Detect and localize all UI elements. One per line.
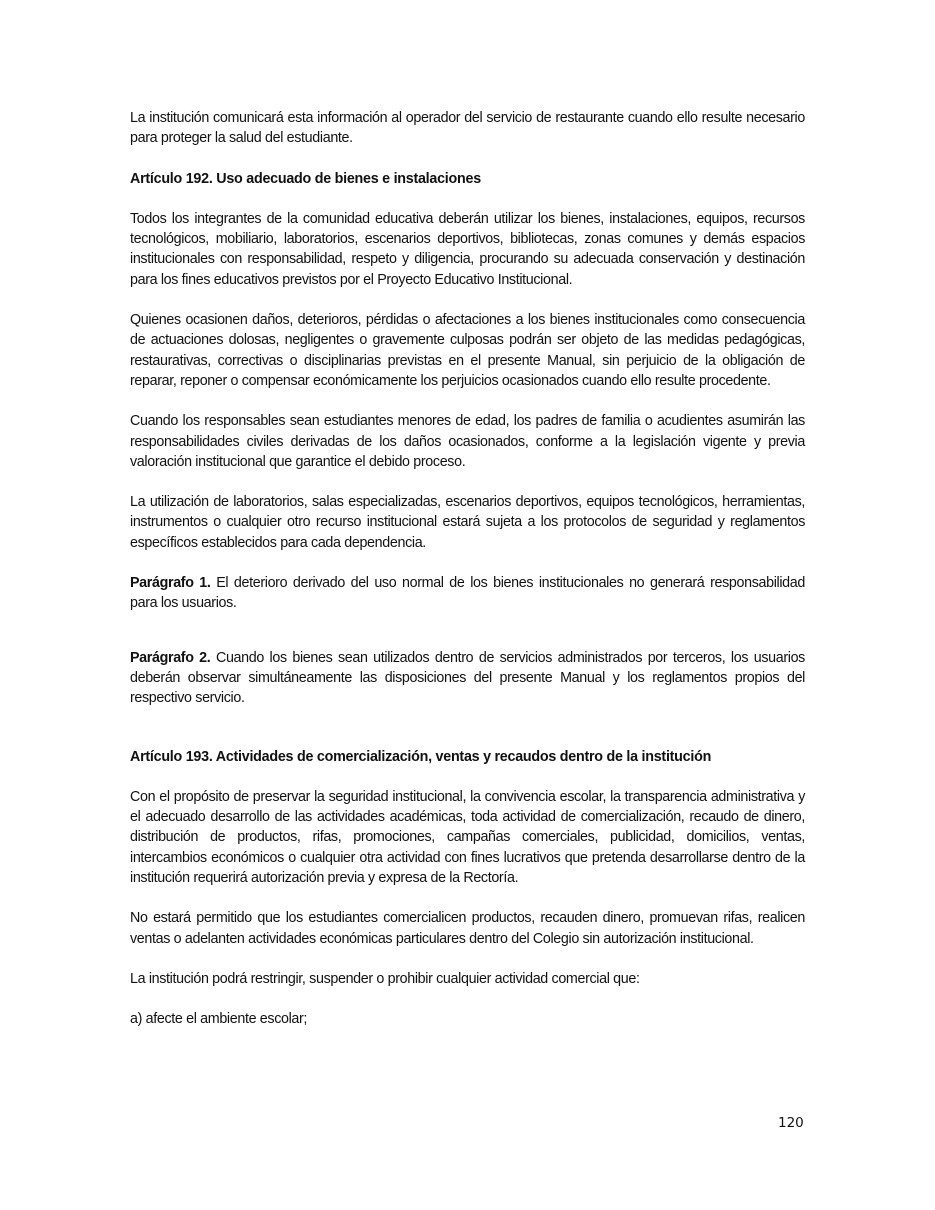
page-number: 120 [778, 1115, 804, 1131]
article-192-paragraph-4: La utilización de laboratorios, salas especializadas, escenarios deportivos, equipos tecnológicos, herramientas, instrumentos o cualquier otro recurso institucional estará sujeta a los protocolos de seguridad y reglamentos específicos establecidos para cada dependencia. [130, 494, 805, 551]
article-193-paragraph-2: No estará permitido que los estudiantes comercialicen productos, recauden dinero, promuevan rifas, realicen ventas o adelanten actividades económicas particulares dentro del Colegio sin autorización institucional. [130, 910, 805, 947]
article-192-paragraph-2: Quienes ocasionen daños, deterioros, pérdidas o afectaciones a los bienes institucionales como consecuencia de actuaciones dolosas, negligentes o gravemente culposas podrán ser objeto de las medidas pedagógicas, restaurativas, correctivas o disciplinarias previstas en el presente Manual, sin perjuicio de la obligación de reparar, reponer o compensar económicamente los perjuicios ocasionados cuando ello resulte procedente. [130, 312, 805, 389]
article-193-paragraph-3: La institución podrá restringir, suspender o prohibir cualquier actividad comercial que: [130, 970, 640, 987]
article-192-paragrafo-1 [130, 573, 805, 614]
paragrafo-1-text: El deterioro derivado del uso normal de los bienes institucionales no generará responsabilidad para los usuarios. [130, 575, 805, 612]
article-193-item-a: a) afecte el ambiente escolar; [130, 1011, 308, 1028]
article-192-paragraph-3: Cuando los responsables sean estudiantes menores de edad, los padres de familia o acudientes asumirán las responsabilidades civiles derivadas de los daños ocasionados, conforme a la legislación vigente y previa valoración institucional que garantice el debido proceso. [130, 413, 805, 470]
article-193-paragraph-1: Con el propósito de preservar la seguridad institucional, la convivencia escolar, la transparencia administrativa y el adecuado desarrollo de las actividades académicas, toda actividad de comercialización, recaudo de dinero, distribución de productos, rifas, promociones, campañas comerciales, publicidad, domicilios, ventas, intercambios económicos o cualquier otra actividad con fines lucrativos que pretenda desarrollarse dentro de la institución requerirá autorización previa y expresa de la Rectoría. [130, 788, 805, 887]
paragrafo-1-label: Parágrafo 1. [130, 575, 211, 592]
page-content [130, 108, 805, 1030]
article-192-paragrafo-2 [130, 648, 805, 709]
intro-paragraph: La institución comunicará esta información al operador del servicio de restaurante cuando ello resulte necesario para proteger la salud del estudiante. [130, 110, 805, 147]
article-192-title: Artículo 192. Uso adecuado de bienes e instalaciones [130, 170, 481, 187]
paragrafo-2-label: Parágrafo 2. [130, 649, 211, 666]
paragrafo-2-text: Cuando los bienes sean utilizados dentro de servicios administrados por terceros, los usuarios deberán observar simultáneamente las disposiciones del presente Manual y los reglamentos propios del respectivo servicio. [130, 649, 805, 707]
article-193-title: Artículo 193. Actividades de comercialización, ventas y recaudos dentro de la institución [130, 748, 712, 765]
article-192-paragraph-1: Todos los integrantes de la comunidad educativa deberán utilizar los bienes, instalaciones, equipos, recursos tecnológicos, mobiliario, laboratorios, escenarios deportivos, bibliotecas, zonas comunes y demás espacios institucionales con responsabilidad, respeto y diligencia, procurando su adecuada conservación y destinación para los fines educativos previstos por el Proyecto Educativo Institucional. [130, 210, 805, 288]
